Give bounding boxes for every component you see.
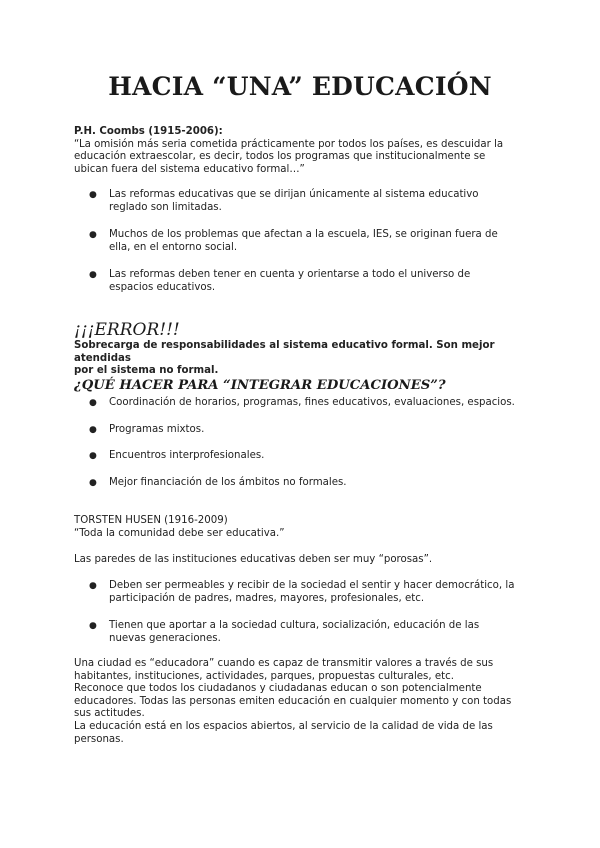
husen-section — [74, 515, 534, 540]
bullet-icon: ● — [89, 270, 97, 281]
list-item-line: Programas mixtos. — [109, 423, 205, 435]
paredes-text: Las paredes de las instituciones educativas deben ser muy “porosas”. — [74, 554, 433, 565]
list-item-line: Las reformas educativas que se dirijan únicamente al sistema educativo — [109, 189, 479, 200]
list-item-line: Deben ser permeables y recibir de la sociedad el sentir y hacer democrático, la — [109, 580, 515, 591]
list-item-line: espacios educativos. — [109, 281, 216, 293]
list-item-line: Las reformas deben tener en cuenta y orientarse a todo el universo de — [109, 269, 471, 281]
closing-line: La educación está en los espacios abiertos, al servicio de la calidad de vida de las — [74, 720, 493, 732]
bullet-icon: ● — [89, 477, 97, 488]
error-line: por el sistema no formal. — [74, 365, 219, 377]
list-item — [74, 229, 534, 254]
list-item-line: Mejor financiación de los ámbitos no formales. — [109, 476, 347, 488]
list-item — [74, 450, 534, 463]
bullet-icon: ● — [89, 230, 97, 241]
closing-line: personas. — [74, 733, 124, 745]
coombs-heading: P.H. Coombs (1915-2006): — [74, 126, 223, 137]
husen-bullet-list — [74, 580, 534, 645]
list-item-line: ella, en el entorno social. — [109, 241, 238, 253]
husen-quote: “Toda la comunidad debe ser educativa.” — [74, 527, 285, 539]
list-item — [74, 397, 534, 410]
integrar-bullet-list — [74, 397, 534, 489]
closing-line: Una ciudad es “educadora” cuando es capaz de transmitir valores a través de sus — [74, 658, 494, 669]
coombs-bullet-list — [74, 189, 534, 295]
bullet-icon: ● — [89, 451, 97, 462]
list-item-line: Tienen que aportar a la sociedad cultura, socialización, educación de las — [109, 620, 480, 632]
list-item-line: nuevas generaciones. — [109, 632, 221, 644]
bullet-icon: ● — [89, 621, 97, 632]
bullet-icon: ● — [89, 398, 97, 408]
error-section — [74, 320, 534, 378]
coombs-quote-line: ubican fuera del sistema educativo formal…” — [74, 163, 305, 175]
list-item-line: Muchos de los problemas que afectan a la escuela, IES, se originan fuera de — [109, 229, 498, 241]
error-title: ¡¡¡ERROR!!! — [74, 320, 180, 340]
list-item — [74, 269, 534, 294]
husen-heading: TORSTEN HUSEN (1916-2009) — [74, 515, 228, 526]
list-item-line: Coordinación de horarios, programas, fines educativos, evaluaciones, espacios. — [109, 397, 515, 408]
closing-line: educadores. Todas las personas emiten educación en cualquier momento y con todas — [74, 695, 512, 707]
list-item-line: Encuentros interprofesionales. — [109, 450, 265, 462]
bullet-icon: ● — [89, 190, 97, 200]
closing-paragraph — [74, 658, 534, 746]
list-item-line: reglado son limitadas. — [109, 201, 222, 213]
list-item — [74, 189, 534, 214]
bullet-icon: ● — [89, 581, 97, 591]
list-item — [74, 424, 534, 437]
list-item — [74, 477, 534, 490]
closing-line: Reconoce que todos los ciudadanos y ciudadanas educan o son potencialmente — [74, 683, 482, 695]
integrar-heading: ¿QUÉ HACER PARA “INTEGRAR EDUCACIONES”? — [74, 378, 446, 393]
coombs-quote-line: “La omisión más seria cometida prácticamente por todos los países, es descuidar la — [74, 138, 504, 150]
error-line: Sobrecarga de responsabilidades al sistema educativo formal. Son mejor atendidas — [74, 340, 495, 364]
list-item — [74, 620, 534, 645]
list-item — [74, 580, 534, 605]
page-title: HACIA “UNA” EDUCACIÓN — [108, 72, 492, 101]
list-item-line: participación de padres, madres, mayores, profesionales, etc. — [109, 592, 425, 604]
coombs-section — [74, 126, 534, 176]
coombs-quote-line: educación extraescolar, es decir, todos los programas que institucionalmente se — [74, 151, 486, 163]
closing-line: habitantes, instituciones, actividades, parques, propuestas culturales, etc. — [74, 670, 454, 682]
closing-line: sus actitudes. — [74, 708, 145, 720]
bullet-icon: ● — [89, 424, 97, 435]
